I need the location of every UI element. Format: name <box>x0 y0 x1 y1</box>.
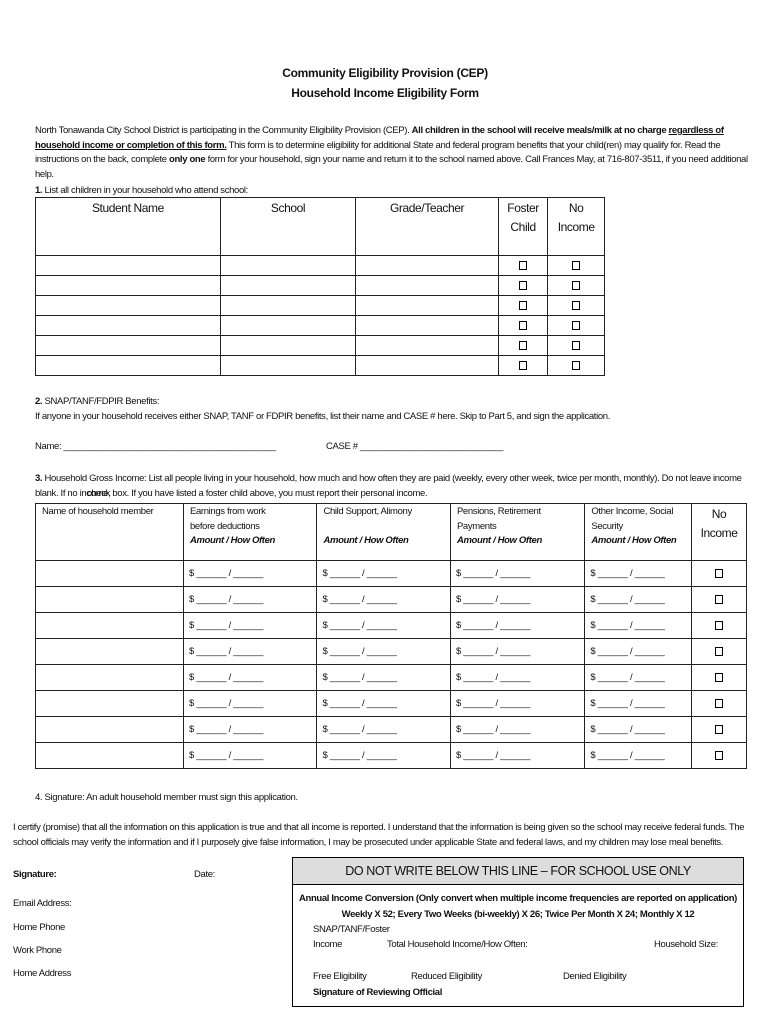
earnings-amount[interactable]: $ ______ / ______ <box>184 743 317 769</box>
section-4-label: 4. Signature: An adult household member must sign this application. <box>35 792 298 803</box>
income-row <box>36 665 747 691</box>
child-support-amount[interactable]: $ ______ / ______ <box>317 561 450 587</box>
other-income-amount[interactable]: $ ______ / ______ <box>585 665 692 691</box>
household-size-label: Household Size: <box>654 939 718 950</box>
child-row <box>36 296 605 316</box>
home-phone-field[interactable]: Home Phone <box>13 922 65 933</box>
earnings-amount[interactable]: $ ______ / ______ <box>184 691 317 717</box>
snap-name-field[interactable]: Name: ___________________________________________ <box>35 441 276 452</box>
home-address-field[interactable]: Home Address <box>13 968 72 979</box>
no-income-checkbox[interactable] <box>715 569 723 578</box>
child-row <box>36 336 605 356</box>
header-school: School <box>220 198 355 256</box>
pensions-amount[interactable]: $ ______ / ______ <box>450 743 584 769</box>
foster-child-checkbox[interactable] <box>519 261 527 270</box>
grade-teacher-cell[interactable] <box>356 336 499 356</box>
signature-field[interactable]: Signature: <box>13 869 57 880</box>
school-cell[interactable] <box>220 336 355 356</box>
date-field[interactable]: Date: <box>194 869 215 880</box>
grade-teacher-cell[interactable] <box>356 256 499 276</box>
no-income-checkbox[interactable] <box>572 321 580 330</box>
reviewing-official-signature: Signature of Reviewing Official <box>313 987 443 998</box>
income-table <box>35 503 747 769</box>
earnings-amount[interactable]: $ ______ / ______ <box>184 587 317 613</box>
student-name-cell[interactable] <box>36 316 221 336</box>
header-no-income: No Income <box>548 198 605 256</box>
foster-child-checkbox[interactable] <box>519 281 527 290</box>
header-other-income: Other Income, Social Security Amount / How Often <box>585 504 692 561</box>
child-support-amount[interactable]: $ ______ / ______ <box>317 639 450 665</box>
section-2-label: 2. SNAP/TANF/FDPIR Benefits: <box>35 396 160 407</box>
member-name-cell[interactable] <box>36 587 184 613</box>
pensions-amount[interactable]: $ ______ / ______ <box>450 561 584 587</box>
header-household-member: Name of household member <box>36 504 184 561</box>
header-student-name: Student Name <box>36 198 221 256</box>
grade-teacher-cell[interactable] <box>356 296 499 316</box>
header-no-income: No Income <box>692 504 747 561</box>
section-1-label: 1. List all children in your household who attend school: <box>35 185 248 196</box>
snap-foster-income-label: SNAP/TANF/Foster Income <box>313 924 390 950</box>
intro-paragraph: North Tonawanda City School District is participating in the Community Eligibility Provision (CEP). All children in the school will receive meals/milk at no charge regardless of household income or completion of this form. This form is to determine eligibility for additional State and federal program benefits that your child(ren) may qualify for. Read the instructions on the back, complete only one form for your household, sign your name and return it to the school named above. Call Frances May, at 716-807-3511, if you need additional help. <box>35 125 748 180</box>
income-row <box>36 717 747 743</box>
no-income-checkbox[interactable] <box>715 647 723 656</box>
earnings-amount[interactable]: $ ______ / ______ <box>184 665 317 691</box>
pensions-amount[interactable]: $ ______ / ______ <box>450 613 584 639</box>
section-2-instruction: If anyone in your household receives either SNAP, TANF or FDPIR benefits, list their name and CASE # here. Skip to Part 5, and sign the application. <box>35 411 611 422</box>
form-title-line-1: Community Eligibility Provision (CEP) <box>282 66 488 80</box>
no-income-checkbox[interactable] <box>572 281 580 290</box>
income-row <box>36 691 747 717</box>
income-row <box>36 639 747 665</box>
other-income-amount[interactable]: $ ______ / ______ <box>585 743 692 769</box>
header-pensions: Pensions, Retirement Payments Amount / How Often <box>450 504 584 561</box>
other-income-amount[interactable]: $ ______ / ______ <box>585 587 692 613</box>
no-income-checkbox[interactable] <box>715 751 723 760</box>
school-use-heading: DO NOT WRITE BELOW THIS LINE – FOR SCHOOL USE ONLY <box>293 858 743 885</box>
grade-teacher-cell[interactable] <box>356 276 499 296</box>
child-support-amount[interactable]: $ ______ / ______ <box>317 691 450 717</box>
income-row <box>36 743 747 769</box>
reduced-eligibility-label: Reduced Eligibility <box>411 971 482 982</box>
income-row <box>36 561 747 587</box>
foster-child-checkbox[interactable] <box>519 341 527 350</box>
member-name-cell[interactable] <box>36 639 184 665</box>
total-household-income-label: Total Household Income/How Often: <box>387 939 528 950</box>
children-table <box>35 197 605 376</box>
no-income-checkbox[interactable] <box>715 673 723 682</box>
free-eligibility-label: Free Eligibility <box>313 971 367 982</box>
no-income-checkbox[interactable] <box>572 341 580 350</box>
school-use-only-box <box>292 857 744 1007</box>
income-row <box>36 587 747 613</box>
no-income-checkbox[interactable] <box>572 361 580 370</box>
grade-teacher-cell[interactable] <box>356 356 499 376</box>
other-income-amount[interactable]: $ ______ / ______ <box>585 639 692 665</box>
student-name-cell[interactable] <box>36 356 221 376</box>
other-income-amount[interactable]: $ ______ / ______ <box>585 717 692 743</box>
member-name-cell[interactable] <box>36 665 184 691</box>
school-cell[interactable] <box>220 316 355 336</box>
income-conversion-heading: Annual Income Conversion (Only convert when multiple income frequencies are reported on application) <box>299 893 737 904</box>
foster-child-checkbox[interactable] <box>519 321 527 330</box>
child-row <box>36 356 605 376</box>
no-income-checkbox[interactable] <box>572 261 580 270</box>
foster-child-checkbox[interactable] <box>519 301 527 310</box>
no-income-checkbox[interactable] <box>715 621 723 630</box>
school-cell[interactable] <box>220 296 355 316</box>
member-name-cell[interactable] <box>36 717 184 743</box>
child-support-amount[interactable]: $ ______ / ______ <box>317 743 450 769</box>
student-name-cell[interactable] <box>36 296 221 316</box>
school-cell[interactable] <box>220 276 355 296</box>
student-name-cell[interactable] <box>36 276 221 296</box>
no-income-checkbox[interactable] <box>715 595 723 604</box>
foster-child-checkbox[interactable] <box>519 361 527 370</box>
earnings-amount[interactable]: $ ______ / ______ <box>184 561 317 587</box>
no-income-checkbox[interactable] <box>715 725 723 734</box>
header-child-support: Child Support, Alimony Amount / How Often <box>317 504 450 561</box>
form-title-line-2: Household Income Eligibility Form <box>291 86 479 100</box>
pensions-amount[interactable]: $ ______ / ______ <box>450 639 584 665</box>
school-cell[interactable] <box>220 356 355 376</box>
income-table-header <box>36 504 747 561</box>
earnings-amount[interactable]: $ ______ / ______ <box>184 639 317 665</box>
student-name-cell[interactable] <box>36 256 221 276</box>
work-phone-field[interactable]: Work Phone <box>13 945 62 956</box>
school-cell[interactable] <box>220 256 355 276</box>
header-grade-teacher: Grade/Teacher <box>356 198 499 256</box>
section-3-label-line-2: check box. If you have listed a foster child above, you must report their personal income. <box>87 488 428 499</box>
no-income-checkbox[interactable] <box>715 699 723 708</box>
earnings-amount[interactable]: $ ______ / ______ <box>184 717 317 743</box>
child-support-amount[interactable]: $ ______ / ______ <box>317 613 450 639</box>
child-row <box>36 256 605 276</box>
no-income-checkbox[interactable] <box>572 301 580 310</box>
income-row <box>36 613 747 639</box>
pensions-amount[interactable]: $ ______ / ______ <box>450 665 584 691</box>
member-name-cell[interactable] <box>36 691 184 717</box>
other-income-amount[interactable]: $ ______ / ______ <box>585 561 692 587</box>
member-name-cell[interactable] <box>36 613 184 639</box>
child-support-amount[interactable]: $ ______ / ______ <box>317 587 450 613</box>
snap-case-number-field[interactable]: CASE # _____________________________ <box>326 441 504 452</box>
member-name-cell[interactable] <box>36 743 184 769</box>
pensions-amount[interactable]: $ ______ / ______ <box>450 587 584 613</box>
student-name-cell[interactable] <box>36 336 221 356</box>
certification-statement: I certify (promise) that all the information on this application is true and that all income is reported. I understand that the information is being given so the school may receive federal funds. The school officials may verify the information and if I purposely give false information, I may be prosecuted under applicable State and federal laws, and my children may lose meal benefits. <box>13 822 745 848</box>
pensions-amount[interactable]: $ ______ / ______ <box>450 717 584 743</box>
other-income-amount[interactable]: $ ______ / ______ <box>585 613 692 639</box>
header-foster-child: Foster Child <box>498 198 548 256</box>
other-income-amount[interactable]: $ ______ / ______ <box>585 691 692 717</box>
denied-eligibility-label: Denied Eligibility <box>563 971 627 982</box>
child-support-amount[interactable]: $ ______ / ______ <box>317 717 450 743</box>
child-row <box>36 276 605 296</box>
header-earnings: Earnings from work before deductions Amount / How Often <box>184 504 317 561</box>
income-conversion-rates: Weekly X 52; Every Two Weeks (bi-weekly) X 26; Twice Per Month X 24; Monthly X 12 <box>341 909 695 920</box>
grade-teacher-cell[interactable] <box>356 316 499 336</box>
email-field[interactable]: Email Address: <box>13 898 72 909</box>
child-row <box>36 316 605 336</box>
section-3-label: 3. Household Gross Income: List all people living in your household, how much and how often they are paid (weekly, every other week, twice per month, monthly). Do not leave income blank. If no income, <box>35 473 742 499</box>
child-support-amount[interactable]: $ ______ / ______ <box>317 665 450 691</box>
children-table-header <box>36 198 605 256</box>
pensions-amount[interactable]: $ ______ / ______ <box>450 691 584 717</box>
member-name-cell[interactable] <box>36 561 184 587</box>
earnings-amount[interactable]: $ ______ / ______ <box>184 613 317 639</box>
